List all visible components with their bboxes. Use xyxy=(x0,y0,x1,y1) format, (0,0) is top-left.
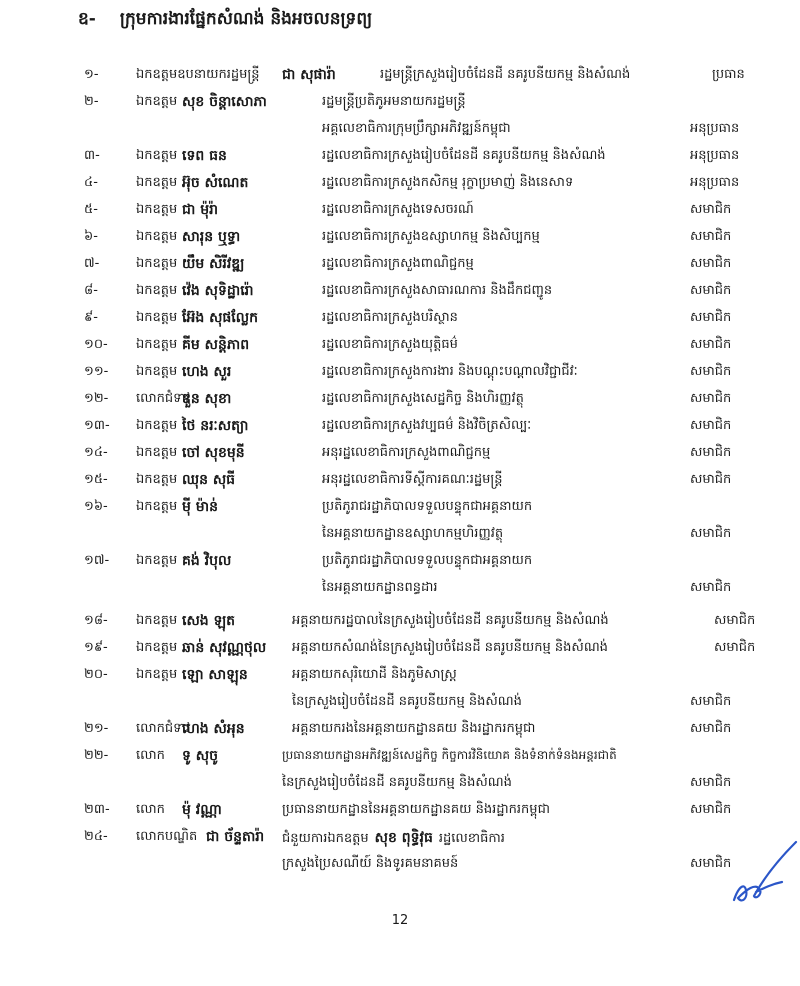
item-name: ទូ សុចូ xyxy=(182,748,218,764)
item-role: សមាជិក xyxy=(690,283,732,298)
item-position: អគ្គនាយកសុរិយោដី និងភូមិសាស្ត្រ xyxy=(292,667,457,682)
item-role: សមាជិក xyxy=(690,580,732,595)
list-item xyxy=(0,413,800,439)
item-position: រដ្ឋលេខាធិការក្រសួងសាធារណការ និងដឹកជញ្ជូន xyxy=(322,283,553,298)
item-position: រដ្ឋលេខាធិការក្រសួងកសិកម្ម រុក្ខាប្រមាញ់ និងនេសាទ xyxy=(322,175,574,190)
item-number: ១២- xyxy=(84,391,109,406)
list-item xyxy=(0,635,800,661)
item-number: ៤- xyxy=(84,175,98,190)
item-position: រដ្ឋលេខាធិការក្រសួងពាណិជ្ជកម្ម xyxy=(322,256,474,271)
item-title: ឯកឧត្តម xyxy=(136,364,178,379)
item-position xyxy=(282,828,505,849)
item-name: ជា ម៉ុរ៉ា xyxy=(182,202,218,218)
item-title: ឯកឧត្តម xyxy=(136,202,178,217)
item-position: រដ្ឋលេខាធិការក្រសួងការងារ និងបណ្តុះបណ្តាលវិជ្ជាជីវៈ xyxy=(322,364,578,379)
item-name: យឹម សិរីវឌ្ឍ xyxy=(182,256,245,272)
item-number: ១១- xyxy=(84,364,109,379)
list-item-continuation xyxy=(0,851,800,877)
item-title: ឯកឧត្តម xyxy=(136,337,178,352)
item-name: សារុន ឬទ្ធា xyxy=(182,229,241,245)
item-position: រដ្ឋលេខាធិការក្រសួងសេដ្ឋកិច្ច និងហិរញ្ញវត្ថុ xyxy=(322,391,524,406)
list-item-continuation xyxy=(0,689,800,715)
list-item xyxy=(0,824,800,850)
item-position: អគ្គនាយកសំណង់នៃក្រសួងរៀបចំដែនដី នគរូបនីយកម្ម និងសំណង់ xyxy=(292,640,608,655)
item-number: ១៥- xyxy=(84,472,108,487)
item-position-line2: នៃអគ្គនាយកដ្ឋានឧស្សាហកម្មហិរញ្ញវត្ថុ xyxy=(322,526,504,541)
item-position: រដ្ឋលេខាធិការក្រសួងឧស្សាហកម្ម និងសិប្បកម្ម xyxy=(322,229,540,244)
list-item xyxy=(0,278,800,304)
item-role: សមាជិក xyxy=(690,229,732,244)
item-role: សមាជិក xyxy=(714,613,756,628)
list-item xyxy=(0,608,800,634)
list-item xyxy=(0,743,800,769)
item-position-line2: នៃក្រសួងរៀបចំដែនដី នគរូបនីយកម្ម និងសំណង់ xyxy=(292,694,522,709)
item-role: សមាជិក xyxy=(690,526,732,541)
item-role: សមាជិក xyxy=(690,256,732,271)
item-title: ឯកឧត្តម xyxy=(136,256,178,271)
list-item xyxy=(0,62,800,88)
list-item xyxy=(0,494,800,520)
item-role: សមាជិក xyxy=(690,310,732,325)
list-item xyxy=(0,467,800,493)
item-role: ប្រធាន xyxy=(712,67,745,82)
item-position-name: សុខ ពុទ្ធិវុធ xyxy=(374,830,433,846)
item-position-line2: នៃអគ្គនាយកដ្ឋានពន្ធដារ xyxy=(322,580,438,595)
list-item xyxy=(0,197,800,223)
item-name: ហេង សួរ xyxy=(182,364,232,380)
item-number: ១៩- xyxy=(84,640,108,655)
item-role: អនុប្រធាន xyxy=(690,175,740,190)
item-title: ឯកឧត្តម xyxy=(136,553,178,568)
item-title: ឯកឧត្តម xyxy=(136,418,178,433)
section-heading xyxy=(78,8,372,33)
list-item xyxy=(0,224,800,250)
item-title: ឯកឧត្តម xyxy=(136,94,178,109)
item-role: សមាជិក xyxy=(690,337,732,352)
item-number: ២១- xyxy=(84,721,109,736)
item-title: ឯកឧត្តម xyxy=(136,640,178,655)
item-title: លោក xyxy=(136,748,165,763)
section-number: ឧ- xyxy=(78,9,96,29)
item-name: វ៉េង សុទិដ្ឋារ៉ោ xyxy=(182,283,254,299)
item-role: សមាជិក xyxy=(690,721,732,736)
item-role: សមាជិក xyxy=(690,202,732,217)
item-number: ១- xyxy=(84,67,99,82)
item-name: សុខ ចិន្តាសោភា xyxy=(182,94,267,110)
page-number: 12 xyxy=(391,913,409,928)
item-title: លោកជំទាវ xyxy=(136,391,190,406)
item-title: ឯកឧត្តម xyxy=(136,310,178,325)
item-number: ១៤- xyxy=(84,445,108,460)
list-item xyxy=(0,89,800,115)
item-role: អនុប្រធាន xyxy=(690,121,740,136)
item-position: ប្រធាននាយកដ្ឋានអភិវឌ្ឍន៍សេដ្ឋកិច្ច កិច្ចការវិនិយោគ និងទំនាក់ទំនងអន្តរជាតិ xyxy=(282,748,617,762)
item-number: ១៨- xyxy=(84,613,108,628)
item-number: ៦- xyxy=(84,229,98,244)
item-title: ឯកឧត្តម xyxy=(136,148,178,163)
item-role: សមាជិក xyxy=(714,640,756,655)
item-name: គង់ វិបុល xyxy=(182,553,232,569)
list-item-continuation xyxy=(0,770,800,796)
item-number: ៣- xyxy=(84,148,100,163)
item-position: ប្រតិភូរាជរដ្ឋាភិបាលទទួលបន្ទុកជាអគ្គនាយក xyxy=(322,553,533,568)
item-number: ៨- xyxy=(84,283,98,298)
item-name: ឆាន់ សុវណ្ណថុល xyxy=(182,640,267,656)
item-name: ជា ច័ន្ទតារ៉ា xyxy=(206,829,265,845)
item-role: សមាជិក xyxy=(690,856,732,871)
item-title: លោក xyxy=(136,802,165,817)
item-number: ២៤- xyxy=(84,829,108,844)
item-position: អនុរដ្ឋលេខាធិការក្រសួងពាណិជ្ជកម្ម xyxy=(322,445,491,460)
item-position: រដ្ឋលេខាធិការក្រសួងយុត្តិធម៌ xyxy=(322,337,458,352)
item-title: ឯកឧត្តម xyxy=(136,283,178,298)
item-position: ប្រធាននាយកដ្ឋាននៃអគ្គនាយកដ្ឋានគយ និងរដ្ឋាករកម្ពុជា xyxy=(282,802,550,817)
item-number: ២២- xyxy=(84,748,109,763)
item-name: ម៉ុ វណ្ណា xyxy=(182,802,222,818)
item-role: សមាជិក xyxy=(690,391,732,406)
item-position: រដ្ឋលេខាធិការក្រសួងវប្បធម៌ និងវិចិត្រសិល្បៈ xyxy=(322,418,532,433)
signature-mark xyxy=(726,830,800,910)
item-name: ម៉ី ម៉ាន់ xyxy=(182,499,218,515)
item-number: ២៣- xyxy=(84,802,110,817)
item-name: អ៊ុច សំណេត xyxy=(182,175,249,191)
item-position: រដ្ឋមន្ត្រីប្រតិភូអមនាយករដ្ឋមន្ត្រី xyxy=(322,94,466,109)
item-position-prefix: ជំនួយការឯកឧត្តម xyxy=(282,831,369,846)
item-position: រដ្ឋលេខាធិការក្រសួងបរិស្ថាន xyxy=(322,310,458,325)
list-item xyxy=(0,386,800,412)
item-name: ទេព ធន xyxy=(182,148,227,164)
item-name: ចៅ សុខមុនី xyxy=(182,445,245,461)
item-role: សមាជិក xyxy=(690,418,732,433)
item-number: ៥- xyxy=(84,202,98,217)
list-item xyxy=(0,305,800,331)
item-title: លោកជំទាវ xyxy=(136,721,190,736)
item-position-suffix: រដ្ឋលេខាធិការ xyxy=(438,831,505,846)
list-item xyxy=(0,251,800,277)
item-number: ២- xyxy=(84,94,99,109)
item-role: សមាជិក xyxy=(690,694,732,709)
list-item-continuation xyxy=(0,521,800,547)
item-name: ឡោ សាឡុន xyxy=(182,667,248,683)
item-role: អនុប្រធាន xyxy=(690,148,740,163)
list-item-continuation xyxy=(0,116,800,142)
list-item xyxy=(0,548,800,574)
item-title: ឯកឧត្តម xyxy=(136,229,178,244)
item-position: អគ្គនាយករងនៃអគ្គនាយកដ្ឋានគយ និងរដ្ឋាករកម្ពុជា xyxy=(292,721,536,736)
list-item xyxy=(0,170,800,196)
item-position: អគ្គនាយករដ្ឋបាលនៃក្រសួងរៀបចំដែនដី នគរូបនីយកម្ម និងសំណង់ xyxy=(292,613,609,628)
item-name: គីម សន្តិភាព xyxy=(182,337,250,353)
list-item xyxy=(0,143,800,169)
item-name: ជា សុផារ៉ា xyxy=(282,67,336,83)
item-title: ឯកឧត្តម xyxy=(136,499,178,514)
item-number: ១៧- xyxy=(84,553,110,568)
item-title: ឯកឧត្តមឧបនាយករដ្ឋមន្ត្រី xyxy=(136,67,260,82)
list-item xyxy=(0,716,800,742)
list-item xyxy=(0,440,800,466)
item-position: ប្រតិភូរាជរដ្ឋាភិបាលទទួលបន្ទុកជាអគ្គនាយក xyxy=(322,499,533,514)
item-name: ថៃ នរៈសត្យា xyxy=(182,418,249,434)
item-role: សមាជិក xyxy=(690,364,732,379)
item-title: ឯកឧត្តម xyxy=(136,667,178,682)
item-name: ឈុន សុធី xyxy=(182,472,236,488)
item-number: ១៣- xyxy=(84,418,110,433)
item-role: សមាជិក xyxy=(690,802,732,817)
item-title: ឯកឧត្តម xyxy=(136,613,178,628)
item-position: អនុរដ្ឋលេខាធិការទីស្តីការគណៈរដ្ឋមន្ត្រី xyxy=(322,472,503,487)
list-item xyxy=(0,662,800,688)
item-role: សមាជិក xyxy=(690,775,732,790)
item-position: រដ្ឋមន្ត្រីក្រសួងរៀបចំដែនដី នគរូបនីយកម្ម និងសំណង់ xyxy=(380,67,631,82)
list-item xyxy=(0,332,800,358)
item-role: សមាជិក xyxy=(690,472,732,487)
item-number: ៩- xyxy=(84,310,98,325)
item-position-line2: អគ្គលេខាធិការក្រុមប្រឹក្សាអភិវឌ្ឍន៍កម្ពុជា xyxy=(322,121,511,136)
item-title: ឯកឧត្តម xyxy=(136,175,178,190)
item-number: ៧- xyxy=(84,256,100,271)
list-item xyxy=(0,359,800,385)
item-number: ១៦- xyxy=(84,499,108,514)
item-number: ១០- xyxy=(84,337,108,352)
item-position: រដ្ឋលេខាធិការក្រសួងរៀបចំដែនដី នគរូបនីយកម្ម និងសំណង់ xyxy=(322,148,606,163)
item-title: ឯកឧត្តម xyxy=(136,472,178,487)
list-item xyxy=(0,797,800,823)
item-name: ហេង សំអុន xyxy=(182,721,245,737)
item-position-line2: ក្រសួងប្រៃសណីយ៍ និងទូរគមនាគមន៍ xyxy=(282,856,459,871)
item-number: ២០- xyxy=(84,667,108,682)
item-role: សមាជិក xyxy=(690,445,732,460)
item-name: ឌួន សុខា xyxy=(182,391,232,407)
item-name: អ៊ែង សុផល្លែក xyxy=(182,310,258,326)
item-title: ឯកឧត្តម xyxy=(136,445,178,460)
item-title: លោកបណ្ឌិត xyxy=(136,829,198,844)
item-position-line2: នៃក្រសួងរៀបចំដែនដី នគរូបនីយកម្ម និងសំណង់ xyxy=(282,775,512,790)
item-name: សេង ឡុត xyxy=(182,613,236,629)
item-position: រដ្ឋលេខាធិការក្រសួងទេសចរណ៍ xyxy=(322,202,474,217)
list-item-continuation xyxy=(0,575,800,601)
section-title: ក្រុមការងារផ្នែកសំណង់ និងអចលនទ្រព្យ xyxy=(119,9,373,29)
